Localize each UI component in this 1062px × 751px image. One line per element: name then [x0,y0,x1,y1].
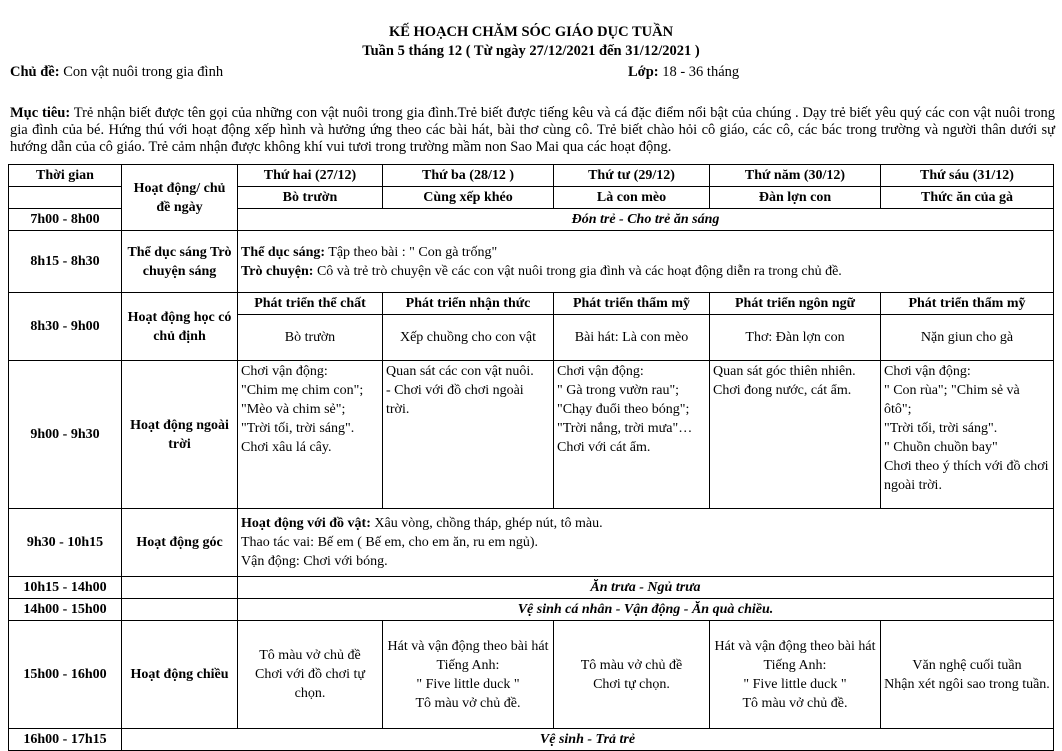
afternoon-line: Hát và vận động theo bài hát Tiếng Anh: [387,638,549,673]
goal-paragraph [10,105,1055,156]
class-label: Lớp: [628,64,659,80]
day-name: Thứ hai (27/12) [238,165,383,187]
area-cell: Phát triển nhận thức [383,293,554,315]
empty-activity-cell [122,577,238,599]
page-title: KẾ HOẠCH CHĂM SÓC GIÁO DỤC TUẦN [388,24,674,40]
afternoon-line: Tô màu vở chủ đề. [415,695,521,711]
area-cell: Phát triển thể chất [238,293,383,315]
corner-activity-cell [238,509,1054,577]
outdoor-line: " Gà trong vườn rau"; [557,383,680,398]
time-cell: 15h00 - 16h00 [9,621,122,729]
afternoon-line: " Five little duck " [743,676,847,692]
afternoon-cell-fri [881,621,1054,729]
empty-activity-cell [122,599,238,621]
activity-cell: Hoạt động chiều [122,621,238,729]
page-subtitle: Tuần 5 tháng 12 ( Từ ngày 27/12/2021 đến 31/12/2021 ) [362,43,700,59]
talk-label: Trò chuyện: [241,263,314,279]
time-cell: 8h15 - 8h30 [9,231,122,293]
day-name: Thứ tư (29/12) [554,165,710,187]
afternoon-line: Chơi với đồ chơi tự chọn. [255,667,365,701]
area-cell: Phát triển ngôn ngữ [710,293,881,315]
lesson-cell: Bài hát: Là con mèo [554,315,710,361]
outdoor-line: "Trời tối, trời sáng". [241,421,355,436]
outdoor-cell-mon [238,361,383,509]
corner-text: Vận động: Chơi với bóng. [241,554,388,569]
class-value: 18 - 36 tháng [662,64,740,80]
outdoor-line: Chơi vận động: [241,364,328,379]
corner-text: Xâu vòng, chồng tháp, ghép nút, tô màu. [370,516,603,531]
corner-text: Thao tác vai: Bế em ( Bế em, cho em ăn, ru em ngủ). [241,535,539,550]
goal-text: Trẻ nhận biết được tên gọi của những con vật nuôi trong gia đình.Trẻ biết được tiếng kêu và cá đặc điểm nổi bật của chúng . Dạy trẻ biết yêu quý các con vật nuôi trong gia đình của bé. Hứng thú với hoạt động xếp hình và hưởng ứng theo các bài hát, bài thơ cùng cô. Trẻ biết chào hỏi cô giáo, các cô, các bác trong trường và người thân dưới sự hướng dẫn của cô giáo. Trẻ cảm nhận được không khí vui tươi trong trường mầm non Sao Mai qua các hoạt động. [10,105,1055,155]
outdoor-line: Chơi vận động: [557,364,644,379]
activity-cell: Hoạt động góc [122,509,238,577]
header-activity: Hoạt động/ chủ đề ngày [122,165,238,231]
outdoor-line: Chơi theo ý thích với đồ chơi ngoài trời. [884,459,1049,493]
exercise-label: Thể dục sáng: [241,244,326,260]
time-cell: 14h00 - 15h00 [9,599,122,621]
afternoon-line: Chơi tự chọn. [593,676,670,692]
activity-cell: Hoạt động ngoài trời [122,361,238,509]
outdoor-line: Chơi xâu lá cây. [241,440,332,455]
full-row-text: Vệ sinh cá nhân - Vận động - Ăn quà chiều. [238,599,1054,621]
outdoor-line: Quan sát các con vật nuôi. [386,364,534,379]
outdoor-line: "Chim mẹ chim con"; "Mèo và chim sẻ"; [241,383,364,417]
day-name: Thứ năm (30/12) [710,165,881,187]
activity-cell: Thể dục sáng Trò chuyện sáng [122,231,238,293]
outdoor-cell-tue [383,361,554,509]
area-cell: Phát triển thẩm mỹ [554,293,710,315]
outdoor-cell-thu [710,361,881,509]
full-row-text: Đón trẻ - Cho trẻ ăn sáng [238,209,1054,231]
header-time: Thời gian [9,165,122,187]
class-line [628,64,739,81]
afternoon-cell-tue [383,621,554,729]
day-name: Thứ ba (28/12 ) [383,165,554,187]
afternoon-line: Tô màu vở chủ đề. [742,695,848,711]
exercise-text: Tập theo bài : " Con gà trống" [325,244,498,260]
lesson-cell: Xếp chuồng cho con vật [383,315,554,361]
afternoon-cell-mon [238,621,383,729]
time-cell: 9h30 - 10h15 [9,509,122,577]
morning-exercise-cell [238,231,1054,293]
topic-label: Chủ đề: [10,64,60,80]
afternoon-line: Tô màu vở chủ đề [580,657,683,673]
outdoor-cell-fri [881,361,1054,509]
lesson-cell: Thơ: Đàn lợn con [710,315,881,361]
full-row-text: Ăn trưa - Ngủ trưa [238,577,1054,599]
topic-line [10,64,223,81]
talk-text: Cô và trẻ trò chuyện về các con vật nuôi trong gia đình và các hoạt động diễn ra trong chủ đề. [313,263,842,279]
weekly-plan-table [8,164,1054,751]
lesson-cell: Bò trườn [238,315,383,361]
full-row-text: Vệ sinh - Trả trẻ [122,729,1054,751]
time-cell: 9h00 - 9h30 [9,361,122,509]
outdoor-line: "Trời tối, trời sáng". [884,421,998,436]
afternoon-line: Tô màu vở chủ đề [259,648,361,663]
time-cell: 8h30 - 9h00 [9,293,122,361]
day-theme: Bò trườn [238,187,383,209]
time-cell: 10h15 - 14h00 [9,577,122,599]
outdoor-line: Chơi đong nước, cát ẩm. [713,383,852,398]
activity-cell: Hoạt động học có chủ định [122,293,238,361]
day-theme: Đàn lợn con [710,187,881,209]
outdoor-line: Chơi vận động: [884,364,971,379]
time-cell: 16h00 - 17h15 [9,729,122,751]
day-theme: Là con mèo [554,187,710,209]
afternoon-cell-thu [710,621,881,729]
goal-label: Mục tiêu: [10,105,71,121]
afternoon-line: Hát và vận động theo bài hát Tiếng Anh: [714,638,876,673]
area-cell: Phát triển thẩm mỹ [881,293,1054,315]
day-theme: Thức ăn của gà [881,187,1054,209]
outdoor-line: "Chạy đuổi theo bóng"; "Trời nắng, trời mưa"… [557,402,693,436]
topic-value: Con vật nuôi trong gia đình [63,64,224,80]
outdoor-line: - Chơi với đồ chơi ngoài trời. [386,383,524,417]
outdoor-cell-wed [554,361,710,509]
outdoor-line: Quan sát góc thiên nhiên. [713,364,856,379]
outdoor-line: " Con rùa"; "Chim sẻ và ôtô"; [884,383,1020,417]
outdoor-line: Chơi với cát ẩm. [557,440,651,455]
afternoon-cell-wed [554,621,710,729]
day-name: Thứ sáu (31/12) [881,165,1054,187]
header-time-spacer [9,187,122,209]
afternoon-line: " Five little duck " [416,676,520,692]
corner-label: Hoạt động với đồ vật: [241,516,371,531]
outdoor-line: " Chuồn chuồn bay" [884,440,998,455]
day-theme: Cùng xếp khéo [383,187,554,209]
time-cell: 7h00 - 8h00 [9,209,122,231]
lesson-cell: Nặn giun cho gà [881,315,1054,361]
afternoon-line: Nhận xét ngôi sao trong tuần. [884,676,1050,692]
afternoon-line: Văn nghệ cuối tuần [912,657,1022,673]
